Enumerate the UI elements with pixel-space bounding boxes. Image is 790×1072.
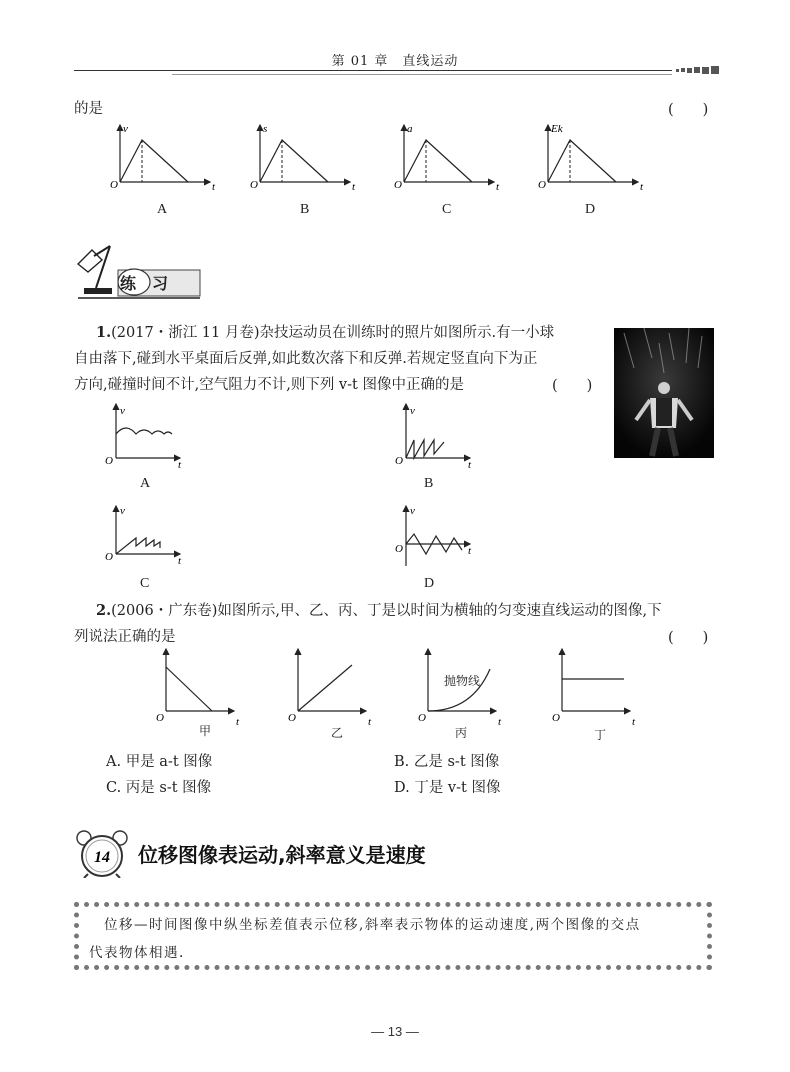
q2-graphs	[150, 645, 640, 740]
q1-graphs	[100, 400, 480, 576]
q1-graph-d	[395, 505, 472, 566]
option-label-b: B	[300, 202, 310, 217]
option-label-d: D	[585, 202, 596, 217]
q1-number: 1.	[96, 324, 112, 341]
q1-option-d: D	[424, 576, 435, 591]
q1-graph-a	[105, 404, 182, 471]
q2-paren: ( )	[668, 630, 709, 646]
header-rule-thin	[172, 74, 672, 75]
tip-line-2: 代表物体相遇.	[89, 945, 185, 961]
svg-text:t: t	[352, 181, 356, 193]
axis-label-c: a	[407, 123, 413, 135]
svg-text:t: t	[468, 459, 472, 471]
q2-graph-ding	[552, 649, 636, 728]
q2-choice-b: B. 乙是 s-t 图像	[394, 754, 500, 770]
svg-text:O: O	[395, 455, 403, 467]
parabola-label: 抛物线	[444, 674, 481, 688]
svg-text:v: v	[120, 505, 125, 517]
q1-line2: 自由落下,碰到水平桌面后反弹,如此数次落下和反弹.若规定竖直向下为正	[74, 351, 538, 367]
svg-text:t: t	[236, 716, 240, 728]
prev-question-paren: ( )	[668, 102, 709, 118]
section-number: 14	[94, 849, 110, 866]
q2-graph-label-ding: 丁	[594, 728, 607, 742]
tip-line-1: 位移—时间图像中纵坐标差值表示位移,斜率表示物体的运动速度,两个图像的交点	[89, 917, 641, 933]
q1-option-c: C	[140, 576, 150, 591]
page-number: — 13 —	[371, 1024, 419, 1039]
axis-label-d: Ek	[551, 123, 563, 135]
tip-box	[74, 902, 712, 970]
axis-label-b: s	[263, 123, 268, 135]
q1-text-1: 杂技运动员在训练时的照片如图所示.有一小球	[259, 325, 555, 341]
svg-text:t: t	[178, 555, 182, 567]
svg-text:O: O	[105, 455, 113, 467]
svg-text:O: O	[394, 179, 402, 191]
desk-lamp-icon	[78, 246, 112, 294]
svg-text:t: t	[496, 181, 500, 193]
option-label-a: A	[157, 202, 168, 217]
svg-text:v: v	[410, 505, 415, 517]
graph-b	[250, 123, 356, 193]
q1-graph-c	[105, 505, 182, 567]
graph-c	[394, 123, 500, 193]
header-rule	[74, 70, 672, 71]
q1-line3: 方向,碰撞时间不计,空气阻力不计,则下列 v-t 图像中正确的是	[74, 377, 464, 393]
q2-number: 2.	[96, 602, 112, 619]
acrobat-photo	[614, 328, 714, 458]
svg-text:O: O	[156, 712, 164, 724]
graph-d	[538, 123, 644, 193]
prev-question-tail: 的是	[74, 101, 103, 117]
svg-text:v: v	[410, 405, 415, 417]
graph-a	[110, 123, 216, 193]
option-label-c: C	[442, 202, 452, 217]
q1-graph-b	[395, 404, 472, 471]
q2-graph-label-bing: 丙	[455, 726, 468, 740]
svg-text:O: O	[538, 179, 546, 191]
header-squares	[676, 66, 719, 74]
q1-option-a: A	[140, 476, 151, 491]
svg-text:t: t	[368, 716, 372, 728]
section-banner	[74, 828, 426, 878]
q1-option-b: B	[424, 476, 434, 491]
svg-text:t: t	[498, 716, 502, 728]
svg-text:O: O	[250, 179, 258, 191]
q1-source: (2017・浙江 11 月卷)	[111, 325, 260, 341]
prev-options-graphs	[100, 120, 660, 200]
svg-text:O: O	[110, 179, 118, 191]
q2-line2: 列说法正确的是	[74, 629, 176, 645]
practice-label: 练 习	[120, 274, 169, 293]
q2-graph-yi	[288, 649, 372, 728]
svg-text:O: O	[105, 551, 113, 563]
q1-paren: ( )	[552, 378, 593, 394]
q2-text-1: 如图所示,甲、乙、丙、丁是以时间为横轴的匀变速直线运动的图像,下	[217, 603, 662, 619]
svg-text:v: v	[120, 405, 125, 417]
q1-line1	[96, 320, 606, 346]
svg-text:O: O	[395, 543, 403, 555]
axis-label-a: v	[123, 123, 128, 135]
svg-text:t: t	[468, 545, 472, 557]
svg-text:t: t	[212, 181, 216, 193]
svg-text:O: O	[288, 712, 296, 724]
svg-text:t: t	[632, 716, 636, 728]
svg-text:t: t	[178, 459, 182, 471]
q2-graph-label-yi: 乙	[331, 726, 344, 740]
q2-choice-a: A. 甲是 a-t 图像	[106, 754, 213, 770]
q2-graph-label-jia: 甲	[199, 724, 212, 738]
svg-text:t: t	[640, 181, 644, 193]
q2-graph-jia	[156, 649, 240, 728]
q2-choice-d: D. 丁是 v-t 图像	[394, 780, 501, 796]
section-title: 位移图像表运动,斜率意义是速度	[138, 842, 426, 867]
q2-choice-c: C. 丙是 s-t 图像	[106, 780, 212, 796]
q2-source: (2006・广东卷)	[111, 603, 218, 619]
svg-text:O: O	[418, 712, 426, 724]
svg-text:O: O	[552, 712, 560, 724]
alarm-clock-icon	[74, 828, 130, 878]
chapter-header: 第 01 章 直线运动	[331, 54, 459, 69]
q2-line1	[96, 598, 716, 624]
